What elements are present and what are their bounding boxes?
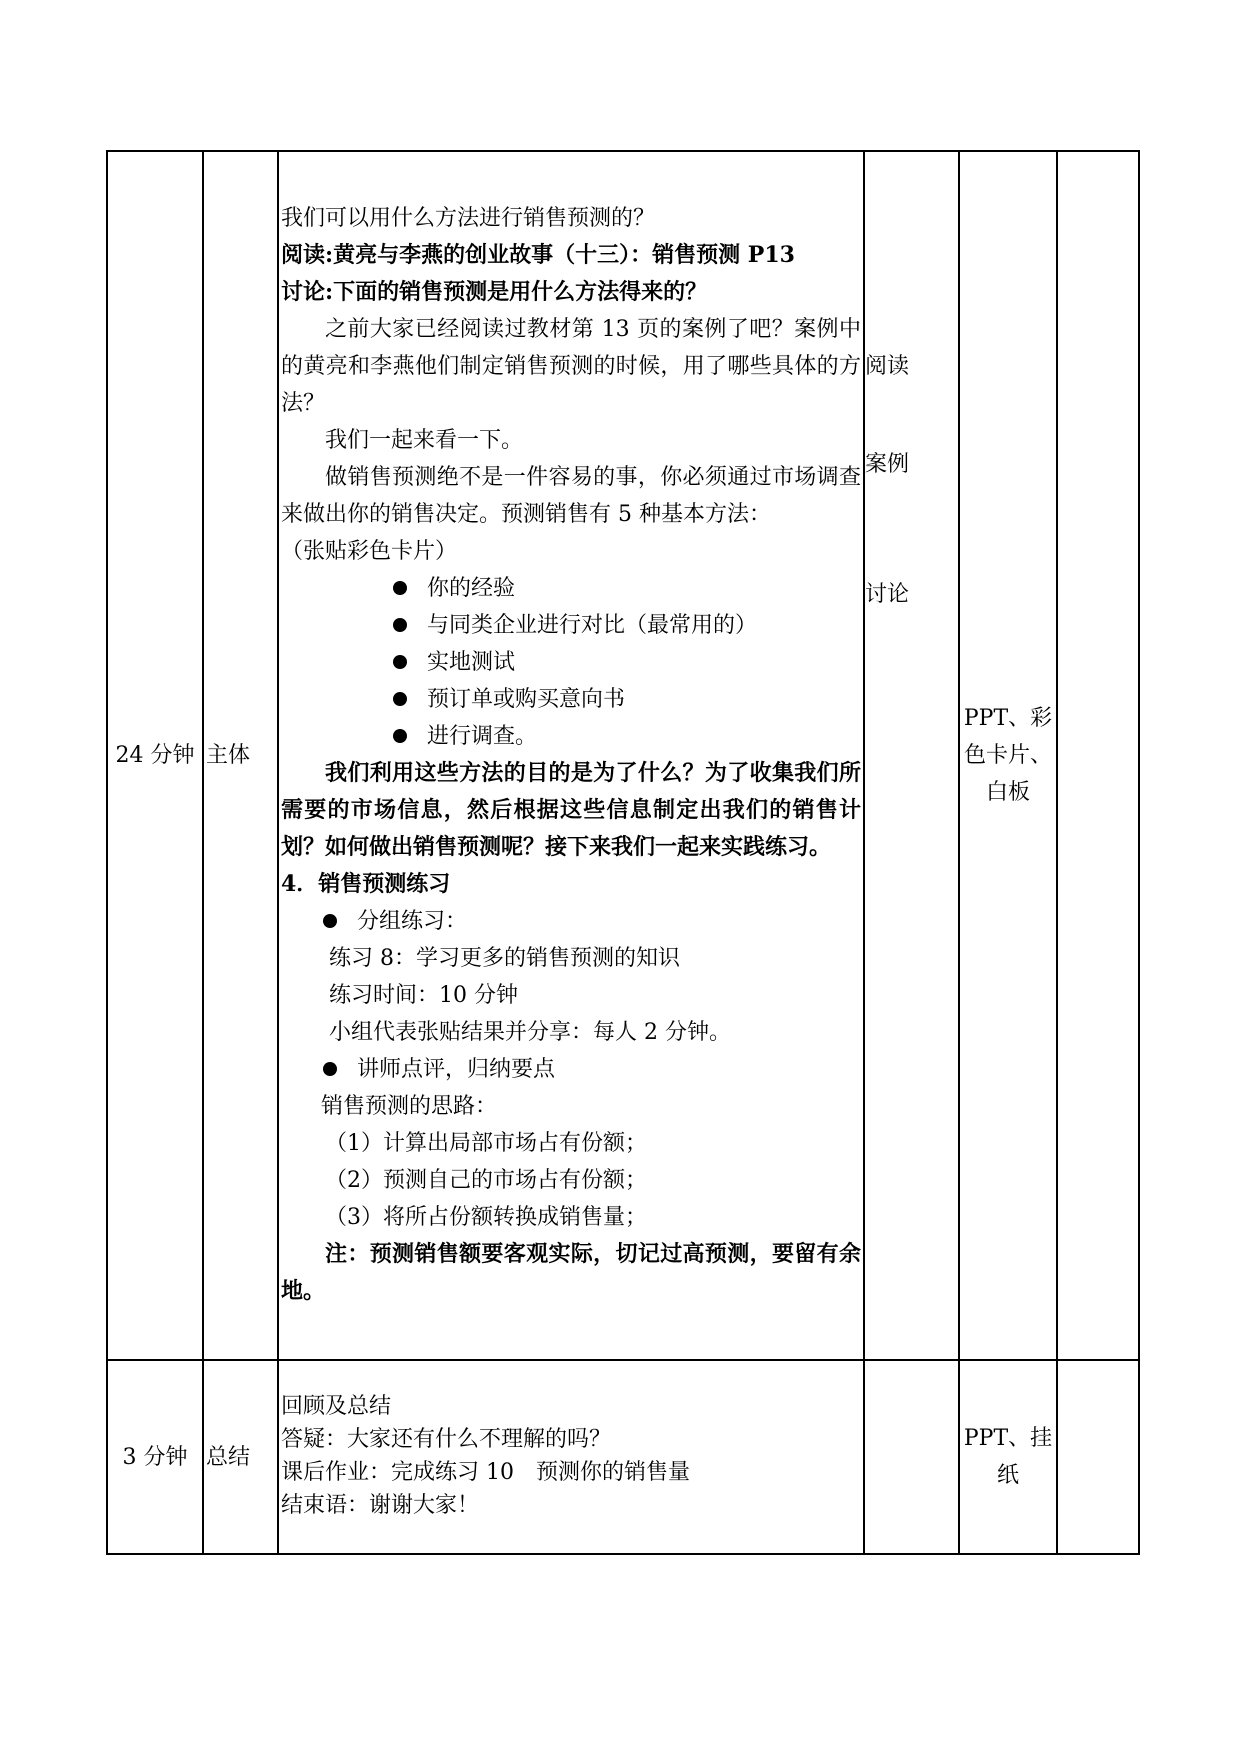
resource-cell — [959, 151, 1057, 1360]
paragraph: 我们一起来看一下。 — [325, 427, 524, 453]
time-value: 24 分钟 — [115, 743, 195, 768]
reading-text: 阅读:黄亮与李燕的创业故事（十三）：销售预测 P13 — [281, 241, 795, 268]
share-text: 小组代表张贴结果并分享：每人 2 分钟。 — [329, 1019, 731, 1045]
method-item: 与同类企业进行对比（最常用的） — [281, 607, 861, 644]
time-cell — [107, 1360, 203, 1554]
resource-line: 色卡片、 — [963, 743, 1052, 768]
stage-cell — [203, 151, 278, 1360]
bullet-icon — [393, 618, 407, 632]
step-item: （2）预测自己的市场占有份额； — [325, 1167, 647, 1193]
bullet-icon — [393, 729, 407, 743]
stage-value: 主体 — [206, 743, 251, 768]
exercise-time: 练习时间：10 分钟 — [329, 982, 518, 1008]
section-title: 4．销售预测练习 — [281, 870, 451, 897]
resource-line: PPT、彩 — [963, 706, 1053, 731]
group-bullet: 分组练习： — [281, 903, 861, 940]
method-item: 你的经验 — [281, 570, 861, 607]
summary-line: 答疑：大家还有什么不理解的吗？ — [281, 1427, 612, 1452]
bullet-icon — [323, 1062, 337, 1076]
step-item: （1）计算出局部市场占有份额； — [325, 1130, 647, 1156]
paragraph: 之前大家已经阅读过教材第 13 页的案例了吧？案例中的黄亮和李燕他们制定销售预测的时候，用了哪些具体的方法？ — [281, 316, 861, 416]
time-cell — [107, 151, 203, 1360]
summary-line: 回顾及总结 — [281, 1394, 392, 1419]
cards-note: （张贴彩色卡片） — [281, 538, 458, 564]
method-label: 讨论 — [865, 582, 910, 607]
teaching-method-cell — [864, 151, 959, 1360]
method-label: 案例 — [865, 452, 910, 477]
exercise-text: 练习 8：学习更多的销售预测的知识 — [329, 945, 680, 971]
table-row — [107, 1360, 1139, 1554]
summary-content-cell — [278, 1360, 864, 1554]
bullet-icon — [323, 914, 337, 928]
resource-line: PPT、挂 — [963, 1426, 1053, 1451]
method-item: 进行调查。 — [281, 718, 861, 755]
discussion-text: 讨论:下面的销售预测是用什么方法得来的？ — [281, 278, 708, 305]
content-cell — [278, 151, 864, 1360]
time-value: 3 分钟 — [122, 1444, 188, 1470]
resource-cell — [959, 1360, 1057, 1554]
step-item: （3）将所占份额转换成销售量； — [325, 1204, 647, 1230]
review-bullet: 讲师点评，归纳要点 — [281, 1051, 861, 1088]
method-item: 预订单或购买意向书 — [281, 681, 861, 718]
paragraph: 做销售预测绝不是一件容易的事，你必须通过市场调查来做出你的销售决定。预测销售有 5 种基本方法： — [281, 464, 861, 527]
stage-value: 总结 — [206, 1444, 251, 1470]
bullet-icon — [393, 581, 407, 595]
resource-line: 纸 — [996, 1463, 1019, 1488]
note-text: 注：预测销售额要客观实际，切记过高预测，要留有余地。 — [281, 1240, 861, 1304]
purpose-paragraph: 我们利用这些方法的目的是为了什么？为了收集我们所需要的市场信息，然后根据这些信息制定出我们的销售计划？如何做出销售预测呢？接下来我们一起来实践练习。 — [281, 759, 861, 860]
teaching-method-cell — [864, 1360, 959, 1554]
summary-line: 课后作业：完成练习 10 预测你的销售量 — [281, 1460, 690, 1485]
bullet-icon — [393, 692, 407, 706]
remark-cell — [1057, 151, 1139, 1360]
remark-cell — [1057, 1360, 1139, 1554]
summary-line: 结束语：谢谢大家！ — [281, 1493, 480, 1518]
method-item: 实地测试 — [281, 644, 861, 681]
stage-cell — [203, 1360, 278, 1554]
lesson-plan-table — [106, 150, 1140, 1555]
method-label: 阅读 — [865, 354, 910, 379]
bullet-icon — [393, 655, 407, 669]
question-text: 我们可以用什么方法进行销售预测的？ — [281, 205, 656, 231]
resource-line: 白板 — [985, 780, 1030, 805]
table-row — [107, 151, 1139, 1360]
approach-title: 销售预测的思路： — [321, 1093, 498, 1119]
